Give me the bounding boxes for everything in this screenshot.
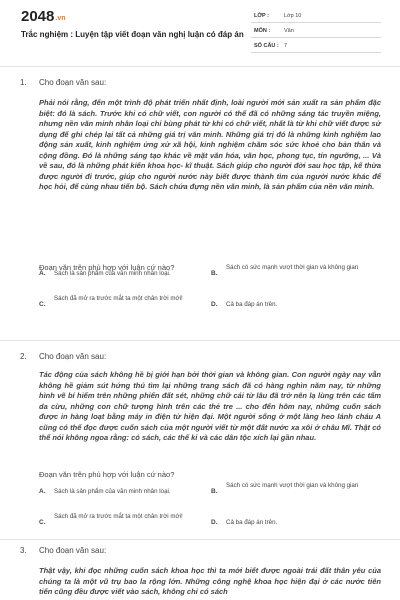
info-label: LỚP : (254, 13, 269, 19)
option-text: Sách đã mở ra trước mắt ta một chân trời mới! (54, 295, 183, 302)
info-row-class (251, 8, 381, 23)
option-letter: D. (211, 301, 218, 308)
option-letter: A. (39, 270, 46, 277)
option-b[interactable] (211, 259, 381, 283)
option-text: Sách là sản phẩm của văn minh nhân loại. (54, 488, 171, 495)
question-prompt: Đoạn văn trên phù hợp với luận cứ nào? (39, 263, 175, 272)
question-title: Cho đoạn văn sau: (39, 546, 107, 555)
logo-number: 2048 (21, 8, 55, 25)
question-number: 2. (20, 352, 27, 361)
question-number: 1. (20, 78, 27, 87)
question-number: 3. (20, 546, 27, 555)
option-c[interactable] (39, 509, 209, 533)
option-letter: C. (39, 519, 46, 526)
option-letter: C. (39, 301, 46, 308)
info-value: 7 (284, 43, 288, 49)
option-text: Sách đã mở ra trước mắt ta một chân trời mới! (54, 513, 183, 520)
page-header (0, 0, 400, 66)
question-3 (0, 546, 400, 600)
question-passage: Phải nói rằng, đến một trình độ phát triển nhất định, loài người mới sản xuất ra sản phẩm đặc biệt: đó là sách. Trước khi có chữ viết, con người có thể đã có những sáng tác truyền miệng, nhưng nền văn minh nhân loại chỉ bùng phát từ khi có chữ viết, nhất là từ khi chữ viết được sử dụng để ghi chép lại tất cả những giá trị văn minh. Những giá trị đó là những kinh nghiệm lao động sản xuất, kinh nghiệm ứng xử xã hội, kinh nghiệm chăm sóc sức khoẻ cho bản thân và cộng đồng. Đó là những sáng tạo khác về mặt văn hóa, văn học, phong tục, tín ngưỡng, ... Và về sau, đó là những phát kiến khoa học- kĩ thuật. Sách giúp cho người đời sau học tập, kế thừa được người đi trước, giúp cho người nước này biết được thành tìm của người nước khác để học hỏi, để cùng nhau tiến bộ. Sách chứa đựng nền văn minh, là sản phẩm của nền văn minh. (39, 98, 381, 191)
option-b[interactable] (211, 478, 381, 502)
site-logo[interactable] (21, 8, 66, 25)
option-text: Cả ba đáp án trên. (226, 519, 278, 526)
option-d[interactable] (211, 290, 381, 314)
header-divider (0, 66, 400, 67)
option-letter: A. (39, 488, 46, 495)
option-letter: B. (211, 270, 218, 277)
question-divider (0, 340, 400, 341)
info-value: Văn (284, 28, 294, 34)
option-text: Sách có sức mạnh vượt thời gian và không gian (226, 482, 359, 489)
logo-domain: .vn (55, 15, 66, 22)
option-text: Sách có sức mạnh vượt thời gian và không gian (226, 264, 359, 271)
option-text: Sách là sản phẩm của văn minh nhân loại. (54, 270, 171, 277)
question-passage: Tác động của sách không hề bị giới hạn bởi thời gian và không gian. Con người ngày nay vẫn không hề giảm sút hứng thú tìm lại những trang sách đã có hàng nghìn năm nay, từ những hình vẽ bí hiểm trên những phiến đất sét, những chữ cái từ lâu đã trở nên lạ lùng trên các tấm da cừu, những con chữ tượng hình trên các thẻ tre ... cho đến hôm nay, những cuốn sách được in hàng loạt bằng máy in điện tử hiện đại. Một người sống ở một làng heo lánh cháu A cũng có thể đọc được cuốn sách của một người viết từ một đất nước xa xôi ở châu Mĩ. Thật có thể nói không ngoa rằng: có sách, các thế kỉ và các dân tộc xích lại gần nhau. (39, 370, 381, 442)
option-a[interactable] (39, 478, 209, 502)
option-letter: B. (211, 488, 218, 495)
option-d[interactable] (211, 509, 381, 533)
info-value: Lớp 10 (284, 13, 302, 19)
option-letter: D. (211, 519, 218, 526)
question-divider (0, 539, 400, 540)
question-passage: Thật vậy, khi đọc những cuốn sách khoa học thì ta mới biết được ngoài trái đất thân yêu của chúng ta là một vũ trụ bao la rộng lớn. Những công nghệ khoa học hiện đại ở các nước tiên tiến cũng đều được viết vào sách, không chỉ có sách (39, 566, 381, 596)
question-prompt: Đoạn văn trên phù hợp với luận cứ nào? (39, 470, 175, 479)
page-title: Trắc nghiệm : Luyện tập viết đoạn văn nghị luận có đáp án (21, 30, 244, 39)
info-label: MÔN : (254, 28, 271, 34)
question-title: Cho đoạn văn sau: (39, 352, 107, 361)
option-text: Cả ba đáp án trên. (226, 301, 278, 308)
option-a[interactable] (39, 259, 209, 283)
info-label: SỐ CÂU : (254, 43, 279, 49)
info-row-subject (251, 23, 381, 38)
question-title: Cho đoạn văn sau: (39, 78, 107, 87)
info-row-count (251, 38, 381, 53)
info-table (251, 8, 381, 53)
option-c[interactable] (39, 290, 209, 314)
